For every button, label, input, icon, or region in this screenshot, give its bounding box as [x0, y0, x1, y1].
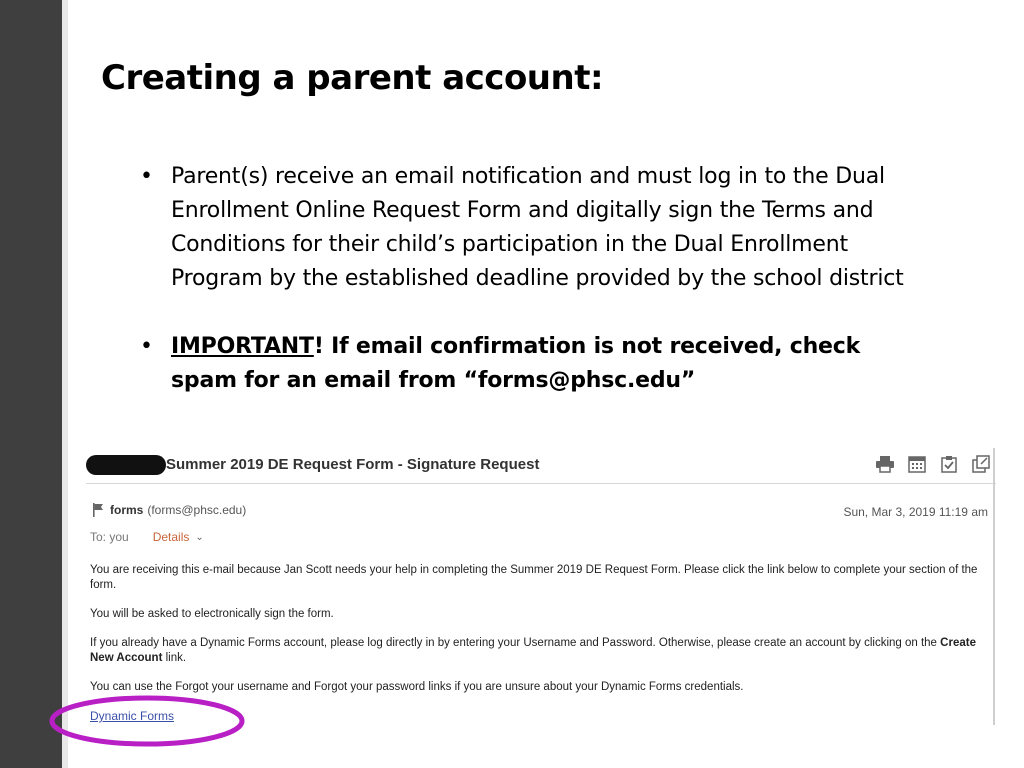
print-icon[interactable] [874, 454, 896, 474]
popout-icon[interactable] [970, 454, 992, 474]
bullet-item-important [140, 330, 930, 398]
slide-left-bar-edge [62, 0, 68, 768]
sender-address: (forms@phsc.edu) [147, 503, 247, 517]
email-paragraph: You can use the Forgot your username and Forgot your password links if you are unsure about your Dynamic Forms credentials. [90, 681, 744, 693]
clipboard-check-icon[interactable] [938, 454, 960, 474]
email-body [90, 563, 980, 725]
bullet-text [171, 330, 930, 398]
create-account-label: Create New Account [90, 637, 976, 664]
redaction-mark [86, 455, 166, 475]
calendar-icon[interactable] [906, 454, 928, 474]
email-from-row [92, 503, 246, 517]
dynamic-forms-link[interactable]: Dynamic Forms [90, 709, 175, 723]
email-to-row [90, 530, 204, 544]
bullet-text: Parent(s) receive an email notification and must log in to the Dual Enrollment Online Request Form and digitally sign the Terms and Conditions for their child’s participation in the Dual Enrollment Program by the established deadline provided by the school district [171, 164, 904, 291]
chevron-down-icon[interactable]: ⌄ [195, 531, 204, 543]
recipient-label: To: you [90, 530, 129, 544]
bullet-item-notification [140, 160, 930, 296]
important-label: IMPORTANT [171, 334, 314, 359]
email-screenshot [86, 448, 996, 725]
email-paragraph: You will be asked to electronically sign the form. [90, 608, 334, 620]
email-header [86, 448, 996, 484]
paragraph-text: link. [165, 652, 187, 664]
paragraph-text: If you already have a Dynamic Forms account, please log directly in by entering your Username and Password. Otherwise, please create an account by clicking on the [90, 637, 937, 649]
flag-icon[interactable] [92, 503, 104, 517]
bullet-marker: • [140, 164, 153, 189]
email-date: Sun, Mar 3, 2019 11:19 am [843, 505, 988, 519]
slide-title: Creating a parent account: [101, 58, 604, 98]
slide-left-bar [0, 0, 62, 768]
bullet-list [140, 160, 930, 398]
email-paragraph [90, 636, 980, 666]
important-text: ! If email confirmation is not received, check spam for an email from “forms@phsc.edu” [171, 334, 861, 393]
email-toolbar [874, 454, 992, 474]
details-link[interactable]: Details [152, 530, 190, 544]
email-right-border [993, 448, 995, 725]
email-paragraph: You are receiving this e-mail because Jan Scott needs your help in completing the Summer 2019 DE Request Form. Please click the link below to complete your section of the form. [90, 564, 978, 591]
email-subject: Summer 2019 DE Request Form - Signature Request [166, 456, 540, 473]
bullet-marker: • [140, 334, 153, 359]
sender-name: forms [110, 503, 144, 517]
